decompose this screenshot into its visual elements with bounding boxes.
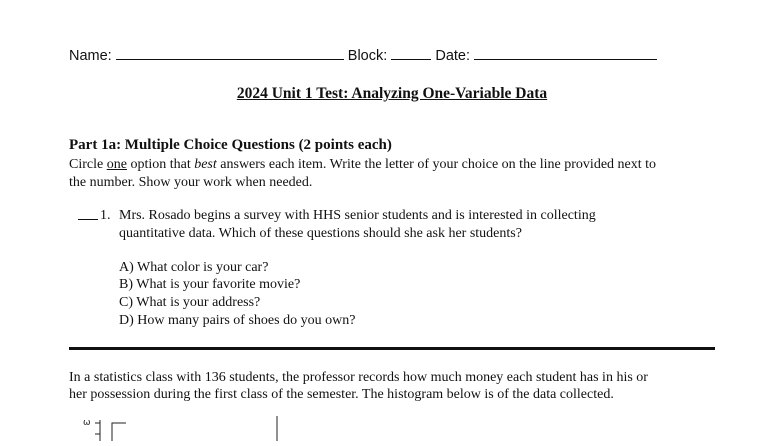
- instructions-emphasis-best: best: [194, 157, 217, 172]
- passage-line-2: her possession during the first class of the semester. The histogram below is of the data collected.: [69, 387, 614, 402]
- question-stem-line-1: Mrs. Rosado begins a survey with HHS senior students and is interested in collecting: [119, 208, 596, 223]
- option-b[interactable]: B) What is your favorite movie?: [119, 277, 301, 292]
- instructions-text: Circle: [69, 157, 107, 172]
- option-d[interactable]: D) How many pairs of shoes do you own?: [119, 313, 356, 328]
- name-label: Name:: [69, 48, 112, 64]
- instructions-text: option that: [126, 157, 195, 172]
- part-heading: Part 1a: Multiple Choice Questions (2 points each): [69, 137, 392, 153]
- histogram: [78, 412, 288, 441]
- block-field[interactable]: [391, 46, 431, 60]
- student-info-line: [69, 46, 657, 64]
- date-field[interactable]: [474, 46, 657, 60]
- instructions-line-1: [69, 157, 656, 173]
- histogram-frame: [78, 412, 288, 441]
- answer-blank-q1[interactable]: [78, 219, 98, 220]
- question-stem-line-2: quantitative data. Which of these questions should she ask her students?: [119, 226, 522, 241]
- date-label: Date:: [435, 48, 471, 64]
- histogram-bar: [112, 423, 126, 441]
- instructions-emphasis-one: one: [106, 157, 127, 172]
- option-a[interactable]: A) What color is your car?: [119, 260, 269, 275]
- test-title: 2024 Unit 1 Test: Analyzing One-Variable Data: [236, 85, 548, 102]
- option-c[interactable]: C) What is your address?: [119, 295, 261, 310]
- instructions-text: answers each item. Write the letter of your choice on the line provided next to: [216, 157, 657, 172]
- instructions-line-2: the number. Show your work when needed.: [69, 175, 313, 190]
- section-divider: [69, 347, 715, 350]
- passage-line-1: In a statistics class with 136 students, the professor records how much money each student has in his or: [69, 370, 648, 385]
- question-number: 1.: [100, 208, 111, 223]
- name-field[interactable]: [116, 46, 344, 60]
- block-label: Block:: [347, 48, 388, 64]
- y-axis-label-fragment: ω: [83, 418, 91, 428]
